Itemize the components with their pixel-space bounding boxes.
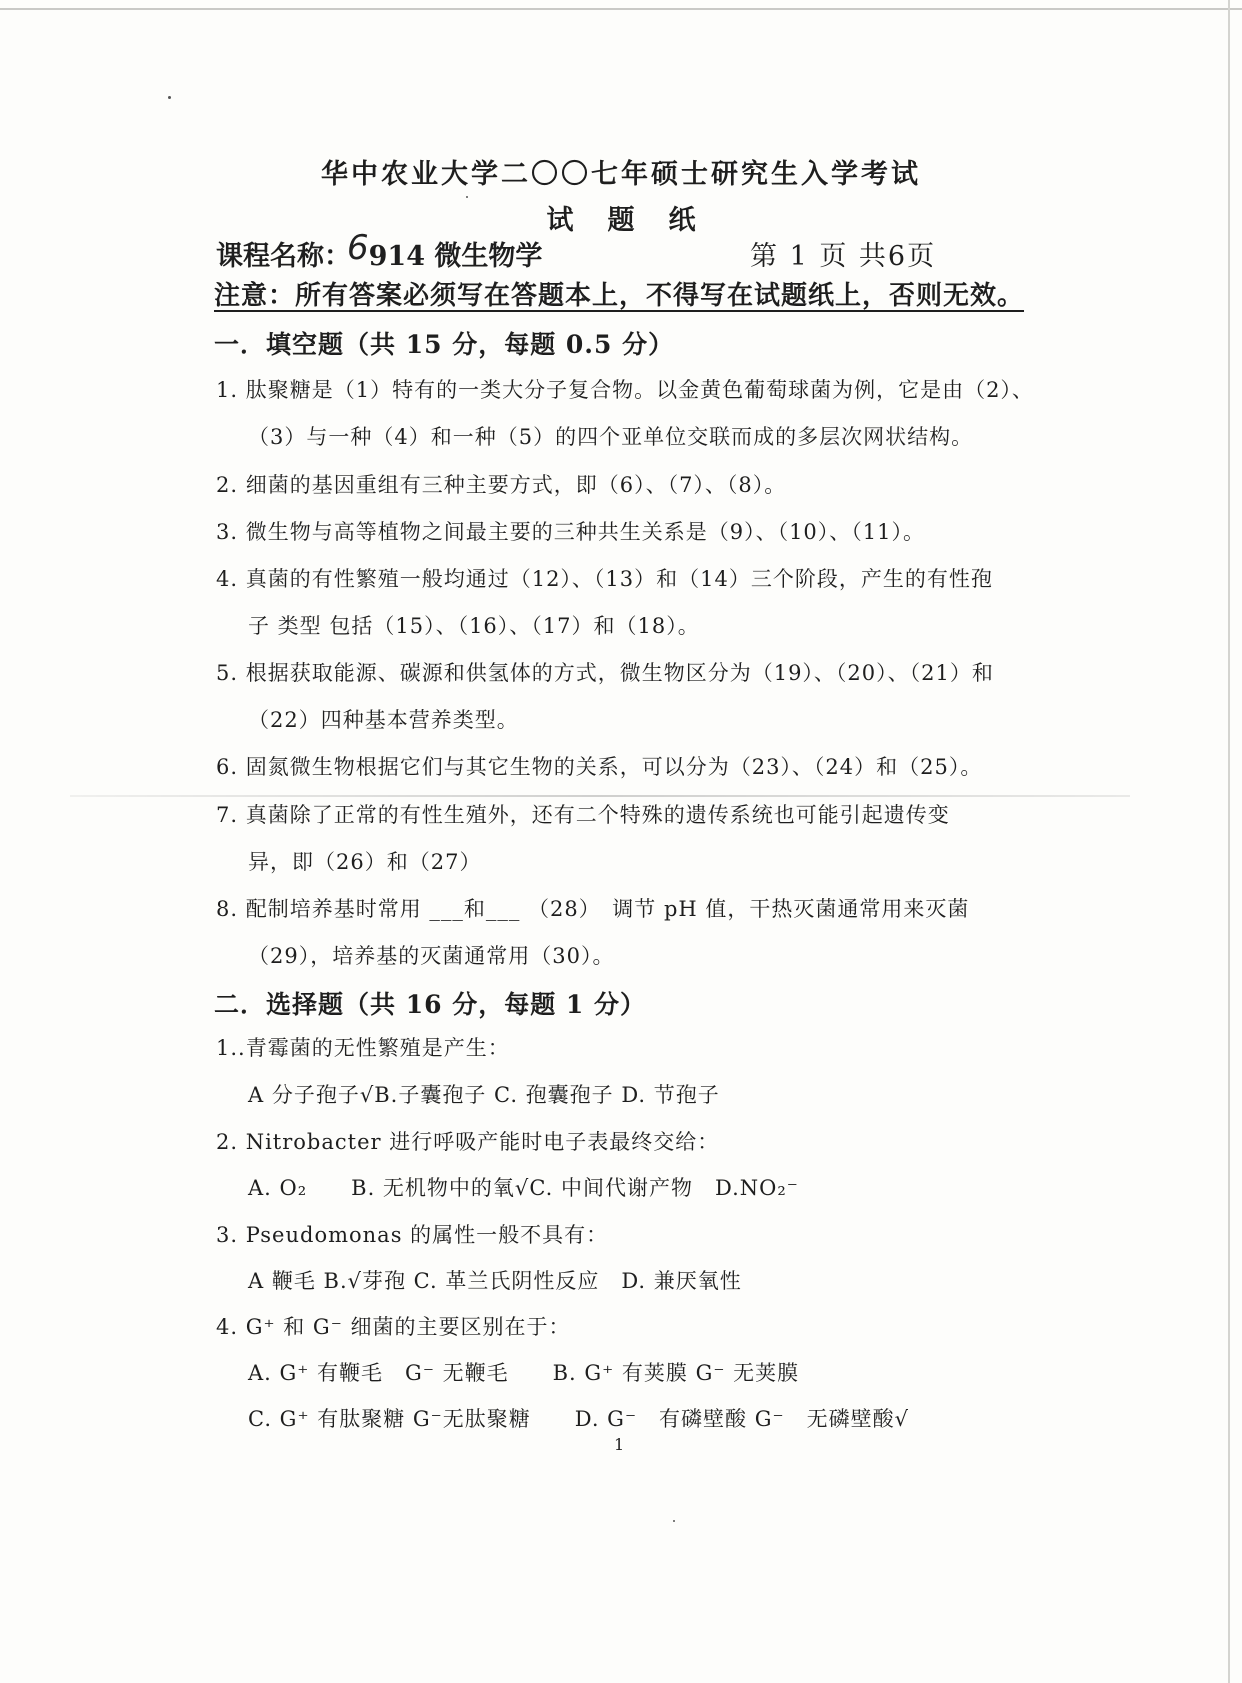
- question-line: 5. 根据获取能源、碳源和供氢体的方式，微生物区分为（19）、（20）、（21）和: [216, 661, 994, 685]
- question-line: 4. 真菌的有性繁殖一般均通过（12）、（13）和（14）三个阶段，产生的有性孢: [216, 567, 993, 591]
- course-label: 课程名称：: [216, 241, 351, 272]
- page-info: 第 1 页 共6页: [750, 241, 937, 272]
- section-1-heading: 一．填空题（共 15 分，每题 0.5 分）: [214, 330, 675, 359]
- question-line: 6. 固氮微生物根据它们与其它生物的关系，可以分为（23）、（24）和（25）。: [216, 755, 983, 779]
- course-line: [216, 228, 543, 274]
- scan-right-border: [1228, 0, 1230, 1683]
- scan-top-border: [0, 8, 1242, 10]
- question-line: 3. Pseudomonas 的属性一般不具有：: [216, 1223, 609, 1247]
- question-line: 7. 真菌除了正常的有性生殖外，还有二个特殊的遗传系统也可能引起遗传变: [216, 803, 950, 827]
- question-line: 1. 肽聚糖是（1）特有的一类大分子复合物。以金黄色葡萄球菌为例，它是由（2）、: [216, 378, 1034, 402]
- exam-title: 华中农业大学二〇〇七年硕士研究生入学考试: [321, 159, 921, 190]
- question-line: 异，即（26）和（27）: [248, 850, 482, 874]
- question-line: 1..青霉菌的无性繁殖是产生：: [216, 1036, 510, 1060]
- question-line: 8. 配制培养基时常用 ___和___ （28） 调节 pH 值，干热灭菌通常用来灭菌: [216, 897, 970, 921]
- question-line: 3. 微生物与高等植物之间最主要的三种共生关系是（9）、（10）、（11）。: [216, 520, 926, 544]
- paper-fold-line: [70, 795, 1130, 797]
- option-line: A 鞭毛 B.√芽孢 C. 革兰氏阴性反应 D. 兼厌氧性: [248, 1269, 742, 1293]
- scan-speck: [673, 1520, 675, 1522]
- scan-speck: [168, 96, 171, 99]
- scan-speck: [466, 196, 468, 198]
- course-name: 914 微生物学: [368, 241, 543, 272]
- handwritten-course-mark: 6: [347, 228, 369, 268]
- question-line: （22）四种基本营养类型。: [248, 708, 519, 732]
- question-line: 子 类型 包括（15）、（16）、（17）和（18）。: [248, 614, 700, 638]
- question-line: 2. Nitrobacter 进行呼吸产能时电子表最终交给：: [216, 1130, 720, 1154]
- option-line: A. O₂ B. 无机物中的氧√C. 中间代谢产物 D.NO₂⁻: [248, 1176, 799, 1200]
- answer-notice: 注意：所有答案必须写在答题本上，不得写在试题纸上，否则无效。: [214, 281, 1025, 311]
- option-line: A 分子孢子√B.子囊孢子 C. 孢囊孢子 D. 节孢子: [248, 1083, 720, 1107]
- exam-subtitle: 试题纸: [546, 205, 730, 236]
- page-number: 1: [614, 1435, 625, 1454]
- option-line: A. G⁺ 有鞭毛 G⁻ 无鞭毛 B. G⁺ 有荚膜 G⁻ 无荚膜: [248, 1361, 800, 1385]
- option-line: C. G⁺ 有肽聚糖 G⁻无肽聚糖 D. G⁻ 有磷壁酸 G⁻ 无磷壁酸√: [248, 1407, 909, 1431]
- section-2-heading: 二．选择题（共 16 分，每题 1 分）: [214, 990, 647, 1019]
- question-line: 2. 细菌的基因重组有三种主要方式，即（6）、（7）、（8）。: [216, 473, 787, 497]
- question-line: （3）与一种（4）和一种（5）的四个亚单位交联而成的多层次网状结构。: [248, 425, 974, 449]
- question-line: 4. G⁺ 和 G⁻ 细菌的主要区别在于：: [216, 1315, 571, 1339]
- question-line: （29），培养基的灭菌通常用（30）。: [248, 944, 615, 968]
